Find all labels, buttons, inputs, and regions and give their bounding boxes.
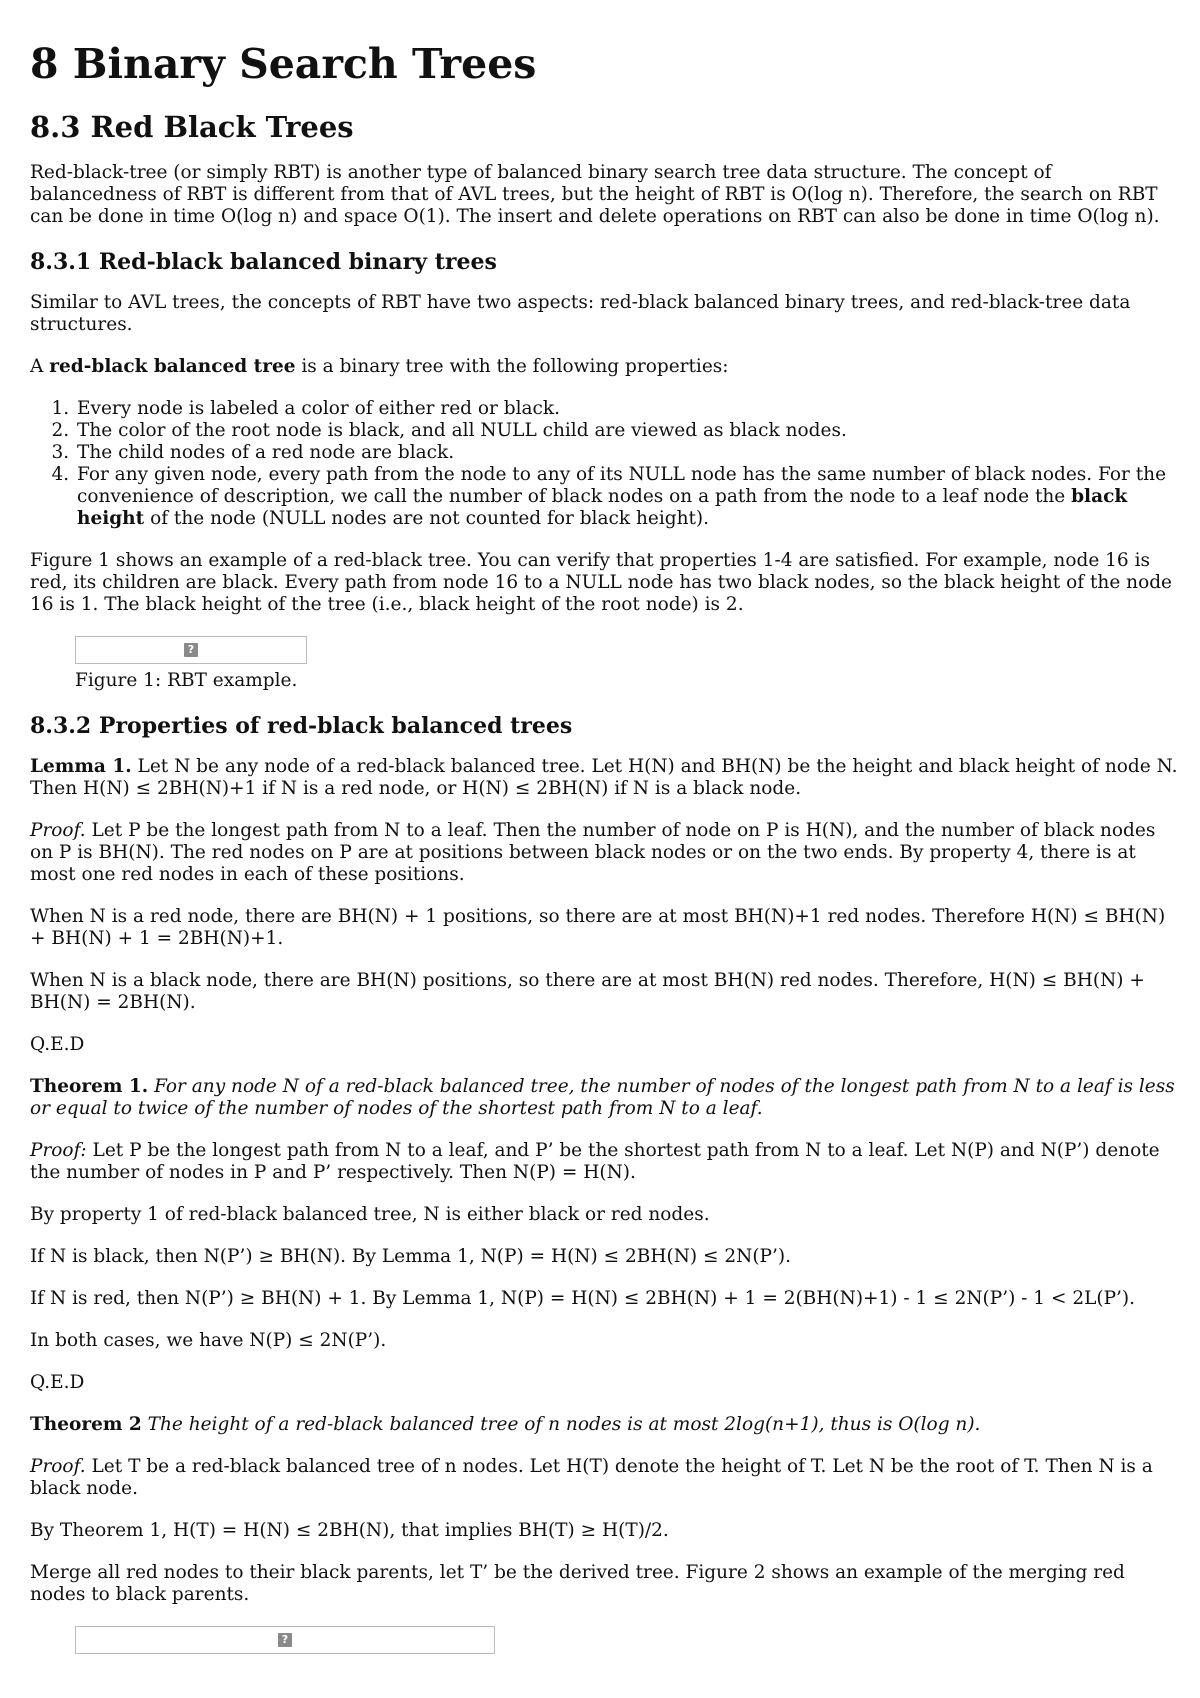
definition-term: red-black balanced tree: [49, 356, 296, 377]
property-item: 3. The child nodes of a red node are black.: [75, 442, 1178, 464]
lemma-1: [30, 756, 1178, 800]
red-case-paragraph: When N is a red node, there are BH(N) + 1 positions, so there are at most BH(N)+1 red nodes. Therefore H(N) ≤ BH(N) + BH(N) + 1 = 2BH(N)+1.: [30, 906, 1166, 949]
figure-1-caption: Figure 1: RBT example.: [75, 670, 298, 691]
theorem-2-proof: [30, 1456, 1178, 1500]
merge-paragraph: Merge all red nodes to their black parents, let T’ be the derived tree. Figure 2 shows an example of the merging red nodes to black parents.: [30, 1562, 1125, 1605]
figure-1-image-placeholder: [75, 636, 307, 664]
proof-label: Proof.: [30, 1456, 86, 1477]
theorem-1-proof: [30, 1140, 1178, 1184]
theorem-2: [30, 1414, 1178, 1436]
proof-text: Let P be the longest path from N to a leaf, and P’ be the shortest path from N to a leaf. Let N(P) and N(P’) denote the number of nodes in P and P’ respectively. Then N(P) = H(N).: [30, 1140, 1160, 1183]
subsection-2-title: 8.3.2 Properties of red-black balanced trees: [30, 713, 573, 739]
lemma-text: Let N be any node of a red-black balanced tree. Let H(N) and BH(N) be the height and black height of node N. Then H(N) ≤ 2BH(N)+1 if N is a red node, or H(N) ≤ 2BH(N) if N is a black node.: [30, 756, 1178, 799]
qed: Q.E.D: [30, 1372, 85, 1393]
theorem-text: For any node N of a red-black balanced tree, the number of nodes of the longest path from N to a leaf is less or equal to twice of the number of nodes of the shortest path from N to a leaf.: [30, 1076, 1175, 1119]
black-root-case: If N is black, then N(P’) ≥ BH(N). By Lemma 1, N(P) = H(N) ≤ 2BH(N) ≤ 2N(P’).: [30, 1246, 791, 1267]
broken-image-icon: ?: [278, 1633, 292, 1647]
both-cases-paragraph: In both cases, we have N(P) ≤ 2N(P’).: [30, 1330, 387, 1351]
property-item: 1. Every node is labeled a color of either red or black.: [75, 398, 1178, 420]
proof-text: Let T be a red-black balanced tree of n nodes. Let H(T) denote the height of T. Let N be the root of T. Then N is a black node.: [30, 1456, 1153, 1499]
intro-paragraph: Red-black-tree (or simply RBT) is another type of balanced binary search tree data structure. The concept of balancedness of RBT is different from that of AVL trees, but the height of RBT is O(log n). Therefore, the search on RBT can be done in time O(log n) and space O(1). The insert and delete operations on RBT can also be done in time O(log n).: [30, 162, 1160, 227]
theorem-1-application: By Theorem 1, H(T) = H(N) ≤ 2BH(N), that implies BH(T) ≥ H(T)/2.: [30, 1520, 669, 1541]
broken-image-icon: ?: [184, 643, 198, 657]
definition-prefix: A: [30, 356, 50, 377]
qed: Q.E.D: [30, 1034, 85, 1055]
black-height-term: black height: [77, 486, 1128, 529]
figure-2: [75, 1626, 1178, 1654]
lemma-proof: [30, 820, 1178, 886]
property-4-text: For any given node, every path from the node to any of its NULL node has the same number of black nodes. For the convenience of description, we call the number of black nodes on a path from the node to a leaf node the: [77, 464, 1167, 507]
property-item: 2. The color of the root node is black, and all NULL child are viewed as black nodes.: [75, 420, 1178, 442]
property-4-text-end: of the node (NULL nodes are not counted for black height).: [144, 508, 710, 529]
definition-paragraph: [30, 356, 1178, 378]
theorem-label: Theorem 2: [30, 1414, 142, 1435]
chapter-title: 8 Binary Search Trees: [30, 40, 537, 88]
definition-suffix: is a binary tree with the following properties:: [295, 356, 729, 377]
proof-label: Proof:: [30, 1140, 87, 1161]
red-root-case: If N is red, then N(P’) ≥ BH(N) + 1. By Lemma 1, N(P) = H(N) ≤ 2BH(N) + 1 = 2(BH(N)+1) - 1 ≤ 2N(P’) - 1 < 2L(P’).: [30, 1288, 1136, 1309]
property-1-paragraph: By property 1 of red-black balanced tree, N is either black or red nodes.: [30, 1204, 710, 1225]
figure-2-image-placeholder: [75, 1626, 495, 1654]
properties-list: [30, 398, 1178, 530]
proof-text: Let P be the longest path from N to a leaf. Then the number of node on P is H(N), and the number of black nodes on P is BH(N). The red nodes on P are at positions between black nodes or on the two ends. By property 4, there is at most one red nodes in each of these positions.: [30, 820, 1156, 885]
property-item: [75, 464, 1178, 530]
black-case-paragraph: When N is a black node, there are BH(N) positions, so there are at most BH(N) red nodes. Therefore, H(N) ≤ BH(N) + BH(N) = 2BH(N).: [30, 970, 1145, 1013]
rbt-aspects-paragraph: Similar to AVL trees, the concepts of RBT have two aspects: red-black balanced binary trees, and red-black-tree data structures.: [30, 292, 1131, 335]
theorem-label: Theorem 1.: [30, 1076, 149, 1097]
proof-label: Proof.: [30, 820, 86, 841]
theorem-text: The height of a red-black balanced tree of n nodes is at most 2log(n+1), thus is O(log n).: [141, 1414, 981, 1435]
subsection-1-title: 8.3.1 Red-black balanced binary trees: [30, 249, 497, 275]
lemma-label: Lemma 1.: [30, 756, 132, 777]
figure-1-description: Figure 1 shows an example of a red-black tree. You can verify that properties 1-4 are satisfied. For example, node 16 is red, its children are black. Every path from node 16 to a NULL node has two black nodes, so the black height of the node 16 is 1. The black height of the tree (i.e., black height of the root node) is 2.: [30, 550, 1172, 615]
theorem-1: [30, 1076, 1178, 1120]
figure-1: [75, 636, 1178, 692]
section-title: 8.3 Red Black Trees: [30, 110, 354, 144]
